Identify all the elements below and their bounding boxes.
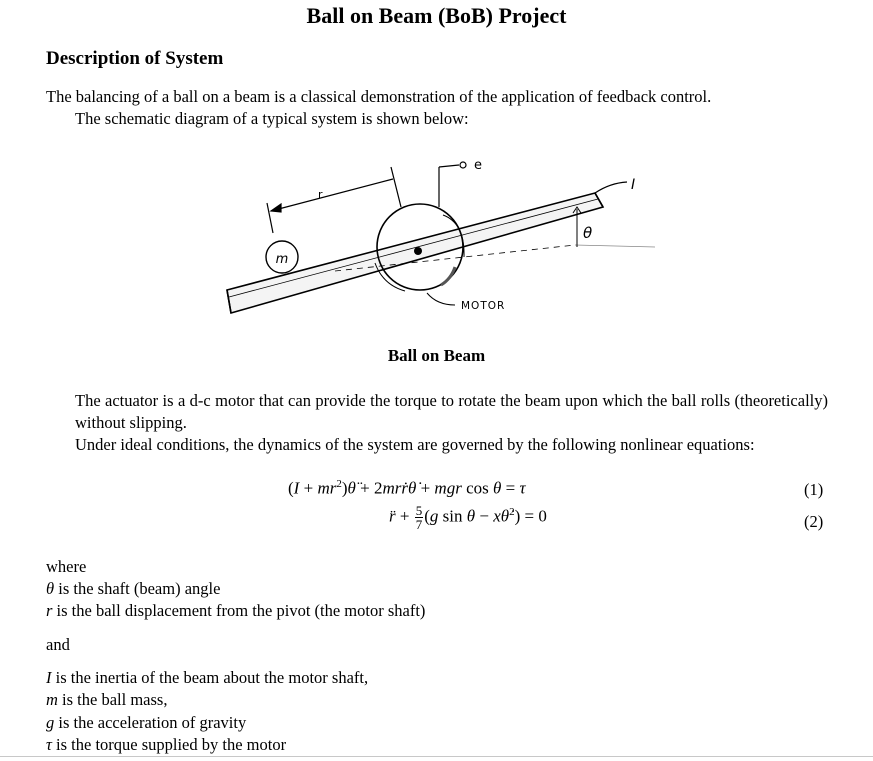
body-paragraph-1: The actuator is a d-c motor that can provide the torque to rotate the beam upon which the ball rolls (theoretically) without slipping. (75, 391, 828, 432)
gravity-description: is the acceleration of gravity (58, 713, 247, 732)
pivot-marker (439, 162, 466, 207)
definition-theta: θ is the shaft (beam) angle (46, 579, 221, 598)
pivot-point (414, 247, 422, 255)
equation-1: $(I + mr^2)\thetä$ + 2mrṙθ̇ + mgr cos θ = τ (288, 478, 526, 498)
r-description: is the ball displacement from the pivot (the motor shaft) (56, 601, 426, 620)
section-heading: Description of System (46, 48, 224, 69)
motor-label: MOTOR (461, 300, 506, 312)
intro-line-1: The balancing of a ball on a beam is a classical demonstration of the application of feedback control. (46, 87, 712, 106)
mass-description: is the ball mass, (62, 690, 168, 709)
page-edge (0, 756, 873, 757)
displacement-dimension (267, 167, 401, 233)
figure-caption: Ball on Beam (387, 346, 486, 365)
theta-description: is the shaft (beam) angle (58, 579, 221, 598)
inertia-pointer (595, 182, 627, 193)
ball-on-beam-figure (215, 145, 665, 325)
displacement-label: r (318, 188, 323, 201)
definition-r: r is the ball displacement from the pivot (the motor shaft) (46, 601, 426, 620)
page-title: Ball on Beam (BoB) Project (306, 3, 567, 28)
equation-2: r̈ + $\frac{5}{7}$ (g sin θ − xθ̇$^2$) = 0 (389, 503, 547, 532)
inertia-description: is the inertia of the beam about the motor shaft, (55, 668, 369, 687)
definition-gravity: g is the acceleration of gravity (46, 713, 247, 732)
ball-label: m (275, 252, 289, 267)
body-paragraph-2: Under ideal conditions, the dynamics of the system are governed by the following nonlinear equations: (75, 435, 755, 454)
ball (266, 241, 298, 273)
equation-1-number: (1) (804, 480, 824, 499)
intro-line-2: The schematic diagram of a typical system is shown below: (75, 109, 469, 128)
definition-mass: m is the ball mass, (46, 690, 168, 709)
angle-label: θ (583, 224, 593, 242)
body-text (46, 390, 828, 456)
pivot-label: e (474, 158, 482, 173)
definition-inertia: I is the inertia of the beam about the motor shaft, (46, 668, 369, 687)
motor-pointer (427, 293, 455, 305)
equation-2-number: (2) (804, 512, 824, 531)
intro-paragraph (46, 86, 836, 130)
torque-description: is the torque supplied by the motor (56, 735, 287, 754)
definition-and: and (46, 635, 70, 654)
definition-torque: τ is the torque supplied by the motor (46, 735, 287, 754)
definition-where: where (46, 557, 87, 576)
inertia-label: I (631, 177, 636, 193)
